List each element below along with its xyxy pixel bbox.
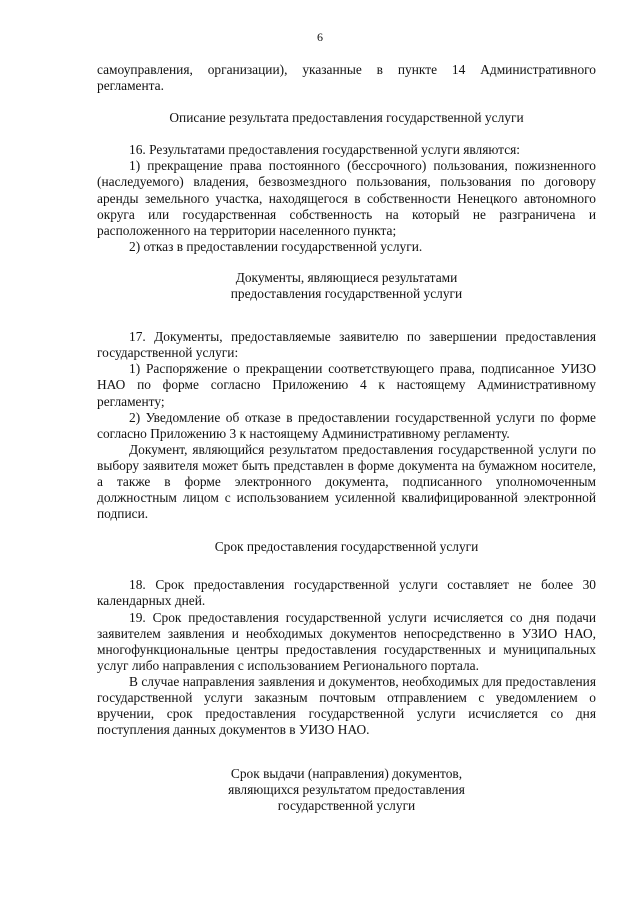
heading-issue [97, 766, 596, 814]
heading-documents [97, 270, 596, 302]
heading-documents-line-2: предоставления государственной услуги [230, 286, 463, 302]
paragraph-17-item-1: 1) Распоряжение о прекращении соответствующего права, подписанное УИЗО НАО по форме согласно Приложению 4 к настоящему Административному регламенту; [97, 361, 596, 409]
heading-result: Описание результата предоставления государственной услуги [169, 110, 524, 126]
paragraph-19-postal: В случае направления заявления и документов, необходимых для предоставления государственной услуги заказным почтовым отправлением с уведомлением о вручении, срок предоставления государственной услуги исчисляется со дня поступления данных документов в УИЗО НАО. [97, 673, 596, 738]
paragraph-19: 19. Срок предоставления государственной услуги исчисляется со дня подачи заявителем заявления и необходимых документов непосредственно в УЗИО НАО, многофункциональные центры предоставления государственных и муниципальных услуг либо направления с использованием Регионального портала. [97, 609, 596, 673]
paragraph-16-item-2: 2) отказ в предоставлении государственной услуги. [129, 238, 423, 254]
heading-issue-line-1: Срок выдачи (направления) документов, [230, 766, 463, 782]
document-body [97, 62, 596, 815]
intro-line-1: самоуправления, организации), указанные в пункте 14 Административного [97, 62, 596, 77]
heading-issue-line-2: являющихся результатом предоставления [228, 782, 465, 798]
heading-issue-line-3: государственной услуги [277, 798, 416, 814]
paragraph-17-note: Документ, являющийся результатом предоставления государственной услуги по выбору заявителя может быть представлен в форме документа на бумажном носителе, а также в форме электронного документа, подписанного уполномоченным должностным лицом с использованием усиленной квалифицированной электронной подписи. [97, 441, 596, 522]
paragraph-17: 17. Документы, предоставляемые заявителю по завершении предоставления государственной услуги: [97, 329, 596, 361]
heading-term: Срок предоставления государственной услуги [214, 539, 479, 555]
heading-documents-line-1: Документы, являющиеся результатами [235, 269, 458, 285]
paragraph-17-item-2: 2) Уведомление об отказе в предоставлении государственной услуги по форме согласно Приложению 3 к настоящему Административному регламенту. [97, 409, 596, 441]
paragraph-18: 18. Срок предоставления государственной услуги составляет не более 30 календарных дней. [97, 577, 596, 609]
paragraph-16-item-1: 1) прекращение права постоянного (бессрочного) пользования, пожизненного (наследуемого) владения, безвозмездного пользования, пользования по договору аренды земельного участка, находящегося в собственности Ненецкого автономного округа или государственная собственность на который не разграничена и расположенного на территории населенного пункта; [97, 158, 596, 238]
paragraph-16: 16. Результатами предоставления государственной услуги являются: [129, 142, 521, 158]
intro-line-2: регламента. [97, 78, 164, 94]
page-number: 6 [317, 30, 323, 44]
